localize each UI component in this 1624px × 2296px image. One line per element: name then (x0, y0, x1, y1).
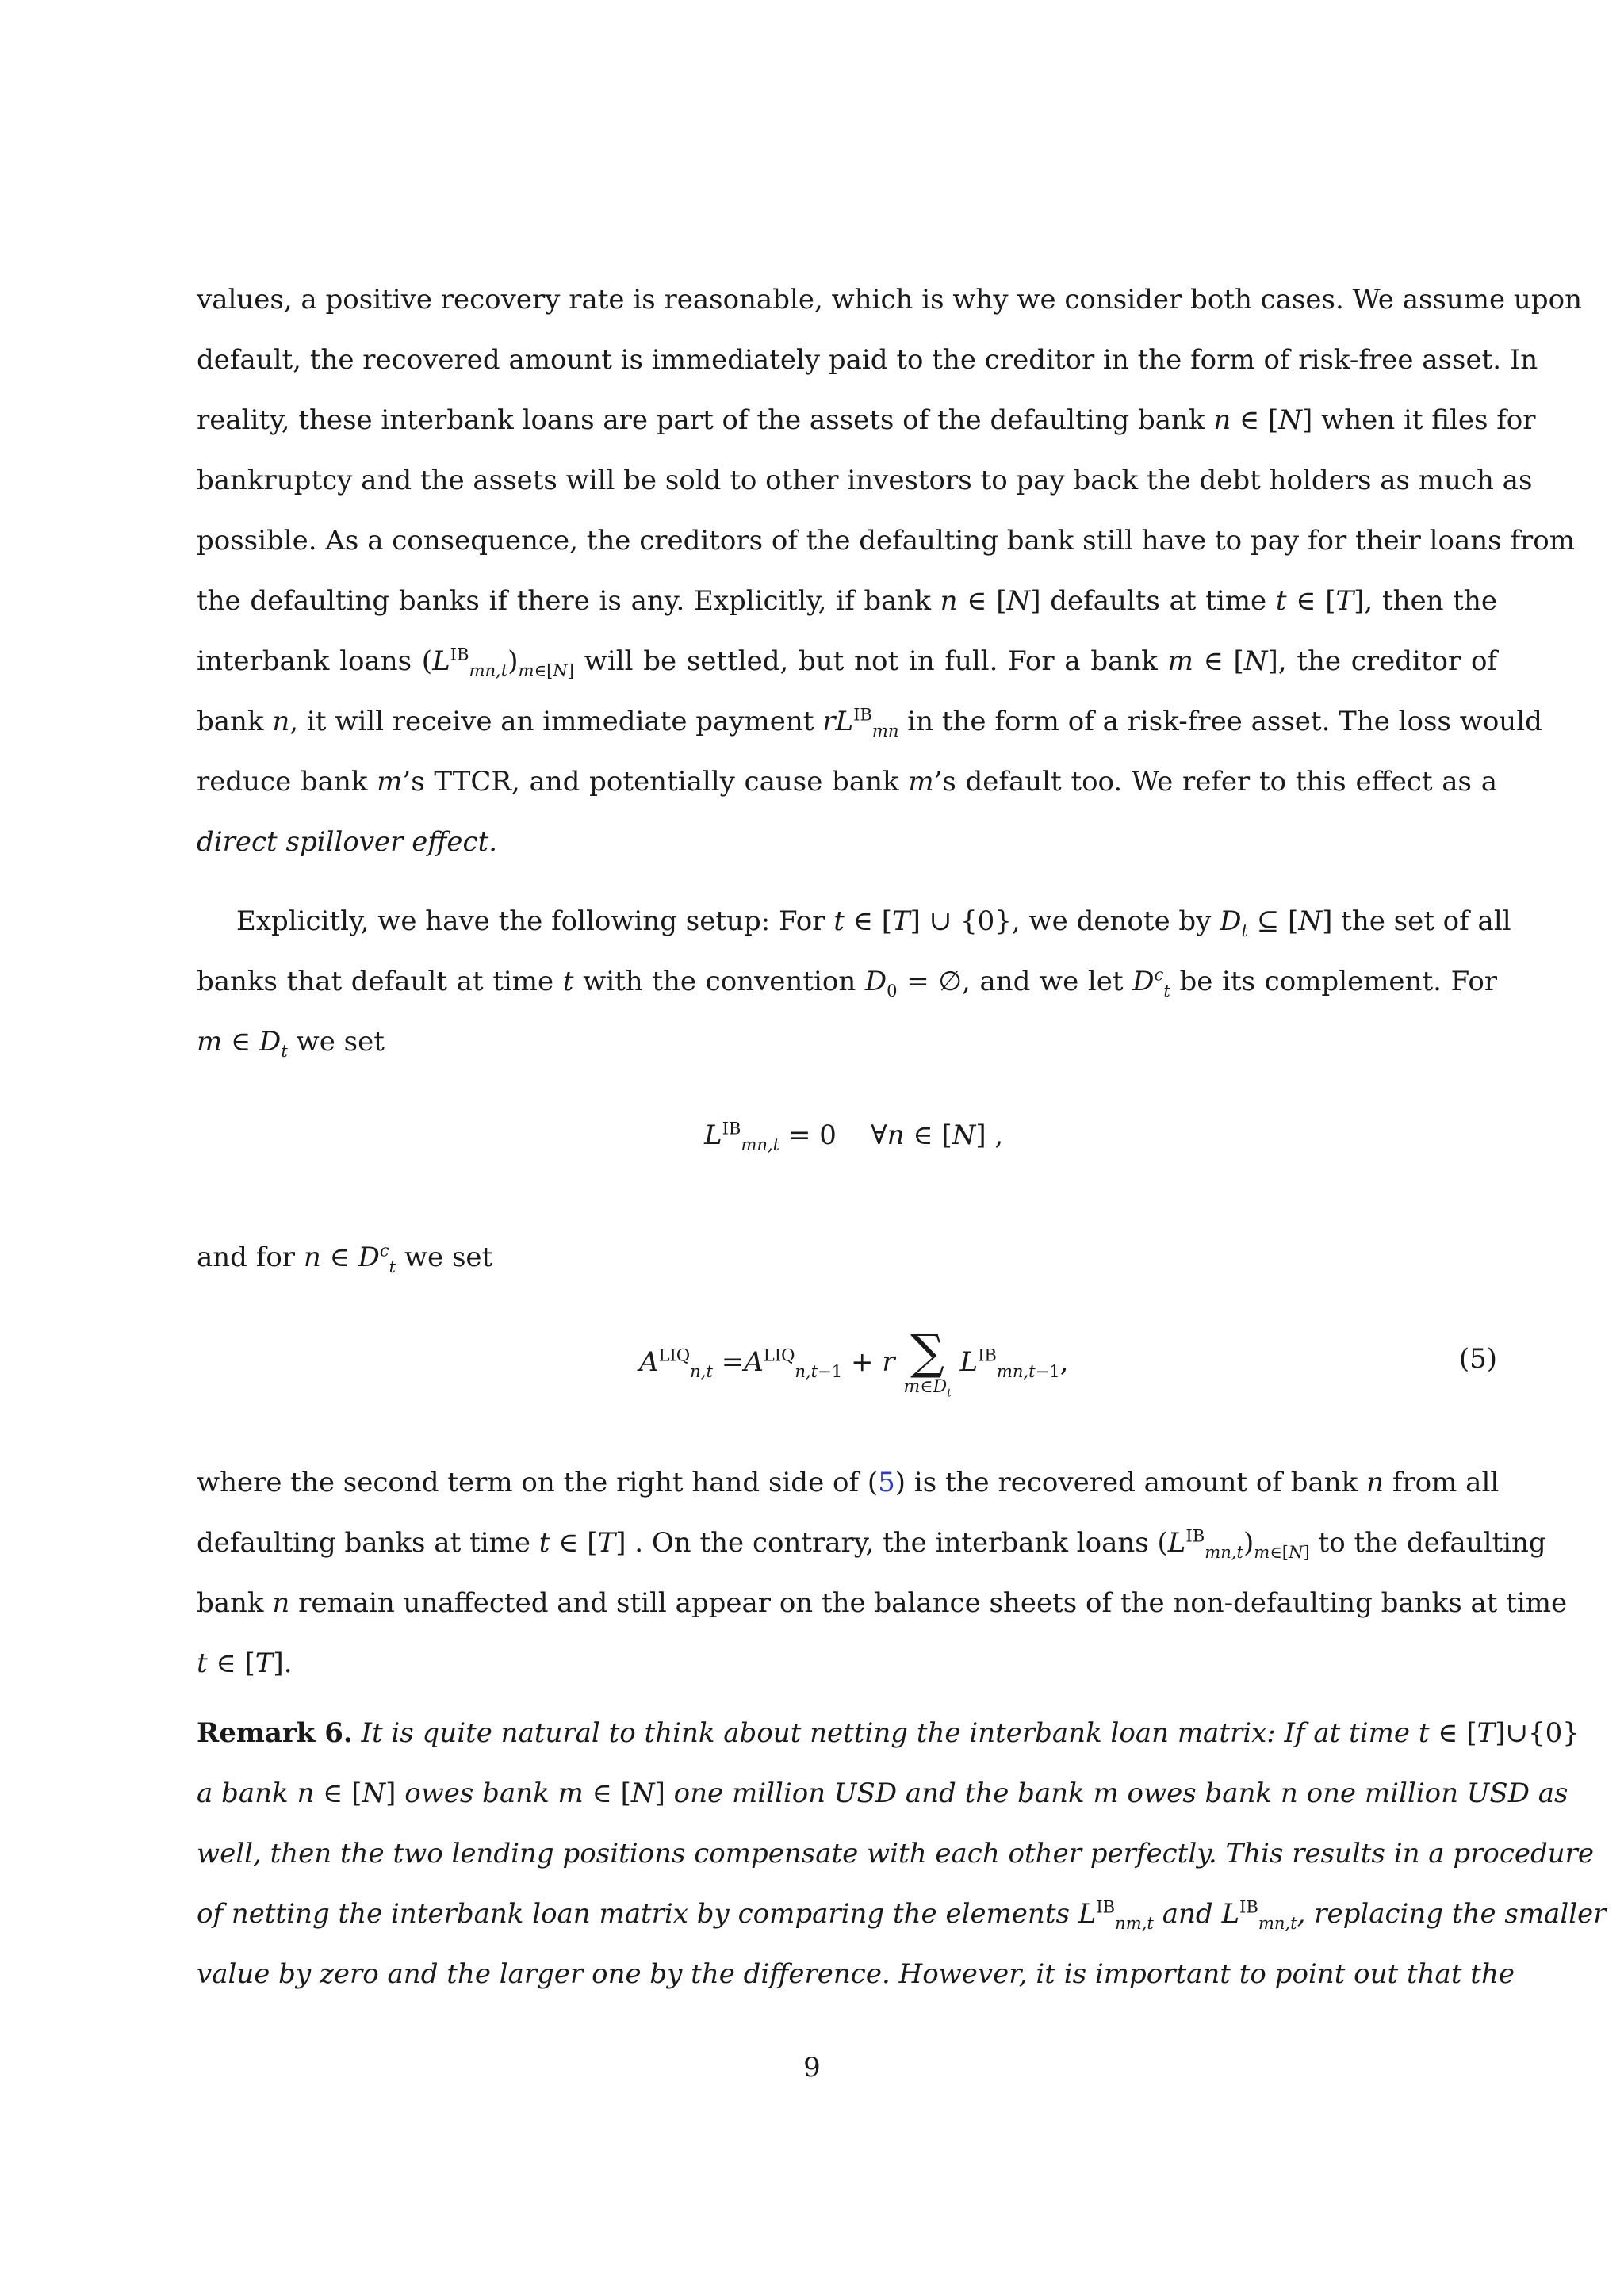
equation-liquid-assets: $A^{LIQ}_{n,t} =A^{LIQ}_{n,t-1} + r$ ∑ $m\in D_t$ $L^{IB}_{mn,t-1}$, (639, 1325, 1069, 1400)
text-line: Remark 6. It is quite natural to think about netting the interbank loan matrix: If at time t ∈ [T]∪{0} (197, 1717, 1580, 1749)
paragraph-recovery (197, 270, 1582, 872)
text-line: possible. As a consequence, the creditors of the defaulting bank still have to pay for their loans from (197, 525, 1575, 557)
text-line: reduce bank m’s TTCR, and potentially cause bank m’s default too. We refer to this effect as a (197, 766, 1497, 798)
text-line: defaulting banks at time t ∈ [T] . On the contrary, the interbank loans $(L^{IB}_{mn,t})_{m\in[N]}$ to the defaulting (197, 1525, 1546, 1562)
text-line: bank n, it will receive an immediate payment $rL^{IB}_{mn}$ in the form of a risk-free asset. The loss would (197, 704, 1542, 740)
equation-number: (5) (1458, 1343, 1497, 1375)
text-line: of netting the interbank loan matrix by comparing the elements $L^{IB}_{nm,t}$ and $L^{IB}_{mn,t}$, replacing the smaller (197, 1896, 1607, 1933)
text-line: reality, these interbank loans are part of the assets of the defaulting bank n ∈ [N] when it files for (197, 404, 1536, 436)
paragraph-setup (197, 891, 1511, 1072)
text-line: the defaulting banks if there is any. Explicitly, if bank n ∈ [N] defaults at time t ∈ [T], then the (197, 585, 1497, 617)
paragraph-complement (197, 1227, 1497, 1288)
equation-default-loans: $L^{IB}_{mn,t} = 0$ ∀n ∈ [N] , (704, 1118, 1004, 1154)
text-line: default, the recovered amount is immediately paid to the creditor in the form of risk-free asset. In (197, 344, 1538, 376)
paragraph-recovered-amount (197, 1452, 1568, 1693)
text-line: Explicitly, we have the following setup: For t ∈ [T] ∪ {0}, we denote by $D_t$ ⊆ [N] the set of all (236, 905, 1511, 940)
summation-symbol: ∑ $m\in D_t$ (903, 1325, 952, 1400)
text-line: value by zero and the larger one by the difference. However, it is important to point out that the (197, 1958, 1515, 1990)
text-line: well, then the two lending positions compensate with each other perfectly. This results in a procedure (197, 1838, 1595, 1869)
text-line: t ∈ [T]. (197, 1647, 293, 1679)
text-line: banks that default at time t with the convention $D_0$ = ∅, and we let $D^c_t$ be its complement. For (197, 964, 1498, 1001)
text-line: bankruptcy and the assets will be sold to other investors to pay back the debt holders as much as (197, 465, 1533, 496)
text-line: and for n ∈ $D^c_t$ we set (197, 1240, 493, 1276)
text-line: where the second term on the right hand side of (5) is the recovered amount of bank n from all (197, 1467, 1500, 1498)
text-line: values, a positive recovery rate is reasonable, which is why we consider both cases. We assume upon (197, 284, 1582, 316)
text-line: direct spillover effect. (197, 826, 498, 858)
text-line: bank n remain unaffected and still appear on the balance sheets of the non-defaulting banks at time (197, 1587, 1568, 1619)
text-line: m ∈ $D_t$ we set (197, 1026, 385, 1061)
text-line: interbank loans $(L^{IB}_{mn,t})_{m\in[N]}$ will be settled, but not in full. For a bank m ∈ [N], the creditor of (197, 644, 1498, 680)
page-number: 9 (803, 2052, 821, 2084)
remark-label: Remark 6. (197, 1717, 353, 1749)
text-line: a bank n ∈ [N] owes bank m ∈ [N] one million USD and the bank m owes bank n one million USD as (197, 1777, 1568, 1809)
remark-netting (197, 1703, 1607, 2004)
equation-reference-link[interactable]: 5 (878, 1467, 895, 1498)
